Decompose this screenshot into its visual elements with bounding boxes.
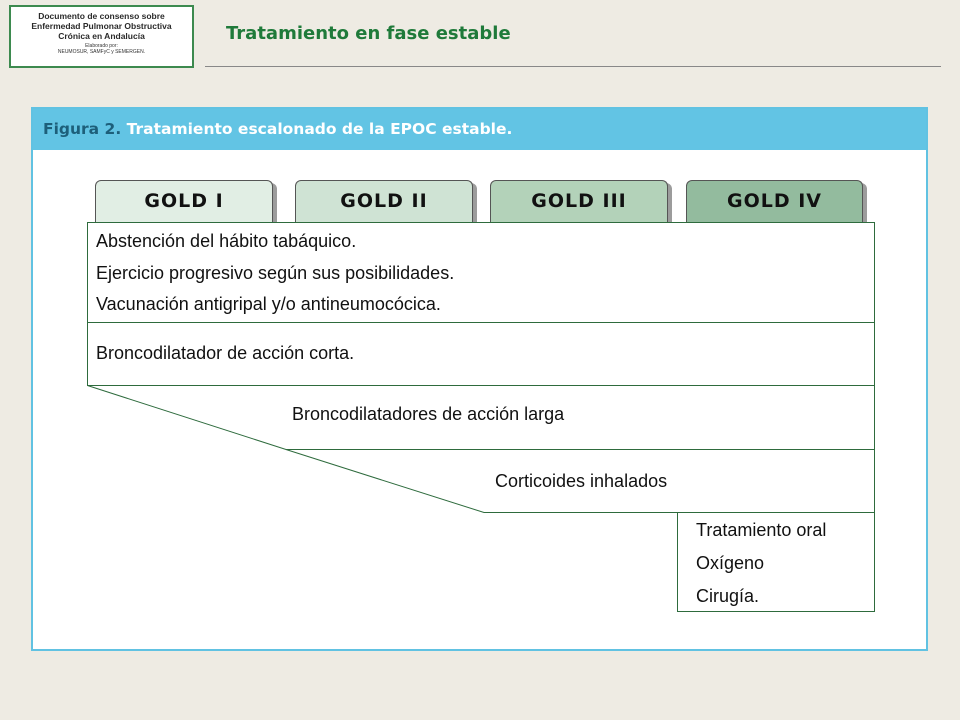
advanced-item-oral: Tratamiento oral: [696, 520, 827, 540]
long-bronchodilators-label: Broncodilatadores de acción larga: [292, 404, 565, 424]
tab-gold-iv: GOLD IV: [686, 180, 863, 224]
slide-title: Tratamiento en fase estable: [226, 23, 511, 44]
general-item-2: Ejercicio progresivo según sus posibilidades.: [96, 263, 455, 283]
short-bronchodilator-label: Broncodilatador de acción corta.: [96, 343, 355, 363]
advanced-item-oxygen: Oxígeno: [696, 553, 765, 573]
figure-caption-text: Tratamiento escalonado de la EPOC estable.: [126, 120, 513, 138]
logo-line-5: NEUMOSUR, SAMFyC y SEMERGEN.: [57, 49, 146, 55]
general-item-1: Abstención del hábito tabáquico.: [96, 231, 357, 251]
logo-line-1: Documento de consenso sobre: [38, 11, 165, 21]
logo-line-2: Enfermedad Pulmonar Obstructiva: [31, 21, 172, 31]
tab-gold-i: GOLD I: [95, 180, 273, 224]
logo-line-4: Elaborado por:: [85, 43, 118, 49]
advanced-item-surgery: Cirugía.: [696, 586, 760, 606]
tab-gold-iii: GOLD III: [490, 180, 668, 224]
tab-gold-ii: GOLD II: [295, 180, 473, 224]
general-item-3: Vacunación antigripal y/o antineumocócica.: [96, 294, 441, 314]
inhaled-corticoids-label: Corticoides inhalados: [495, 471, 668, 491]
figure-number: Figura 2.: [43, 120, 122, 138]
logo-line-3: Crónica en Andalucía: [58, 31, 145, 41]
